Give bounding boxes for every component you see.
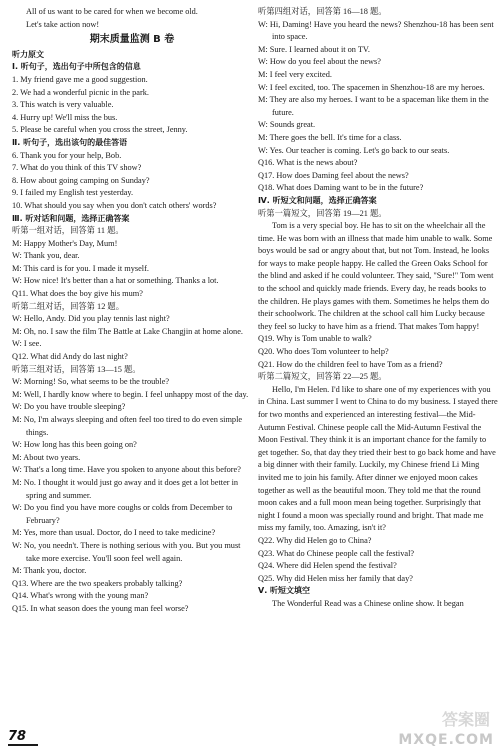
- text-line: Tom is a very special boy. He has to sit on the wheelchair all the time. He was born with an illness that made him unable to walk. Some boys would be sad or angry about that, but not Tom. Instead, he looks for ways to make people happy. He called the Green Oaks School for the blind and asked if he could volunteer. They said, "Sure!" Tom went to the school and quickly made friends. Every day, he reads books to the children. He plays games with them. Sometimes he helps them do their schoolwork. The children at the school call him Lucky because they feel so lucky to have him as a friend. That makes Tom happy!: [258, 221, 494, 331]
- text-line: W: How long has this been going on?: [12, 440, 137, 450]
- text-line: 10. What should you say when you don't catch others' words?: [12, 200, 217, 210]
- text-line: W: That's a long time. Have you spoken to anyone about this before?: [12, 465, 241, 475]
- text-line: W: How nice! It's better than a hat or something. Thanks a lot.: [12, 276, 219, 286]
- section-heading: Ⅳ. 听短文和问题，选择正确答案: [258, 195, 377, 205]
- text-line: 听第四组对话，回答第 16—18 题。: [258, 7, 387, 16]
- text-line: 6. Thank you for your help, Bob.: [12, 150, 122, 160]
- page-number-underline: [8, 744, 38, 746]
- text-line: M: I feel very excited.: [258, 69, 332, 79]
- text-line: W: Sounds great.: [258, 120, 316, 130]
- text-line: 8. How about going camping on Sunday?: [12, 175, 150, 185]
- text-line: 4. Hurry up! We'll miss the bus.: [12, 112, 118, 122]
- text-line: 2. We had a wonderful picnic in the park.: [12, 87, 149, 97]
- text-line: Q14. What's wrong with the young man?: [12, 591, 149, 601]
- watermark-logo: 答案圈: [441, 710, 490, 729]
- text-line: Q21. How do the children feel to have Tom as a friend?: [258, 359, 443, 369]
- text-line: 听第一组对话，回答第 11 题。: [12, 226, 124, 236]
- section-heading: Ⅴ. 听短文填空: [258, 586, 311, 596]
- text-line: W: How do you feel about the news?: [258, 57, 381, 67]
- text-line: 听第二篇短文，回答第 22—25 题。: [258, 372, 387, 382]
- text-line: 听第三组对话，回答第 13—15 题。: [12, 364, 141, 374]
- text-line: Q20. Who does Tom volunteer to help?: [258, 347, 389, 357]
- text-line: M: Oh, no. I saw the film The Battle at Lake Changjin at home alone.: [12, 326, 243, 336]
- section-heading: Ⅰ. 听句子，选出句子中所包含的信息: [12, 62, 141, 72]
- text-line: Q13. Where are the two speakers probably talking?: [12, 578, 183, 588]
- section-title: 期末质量监测 B 卷: [89, 34, 175, 46]
- text-line: M: No. I thought it would just go away and it does get a lot better in spring and summer.: [12, 477, 239, 500]
- text-line: M: Thank you, doctor.: [12, 566, 87, 576]
- text-line: W: Do you have trouble sleeping?: [12, 402, 126, 412]
- text-line: Q16. What is the news about?: [258, 158, 358, 168]
- text-line: Q19. Why is Tom unable to walk?: [258, 334, 372, 344]
- text-line: M: There goes the bell. It's time for a class.: [258, 132, 402, 142]
- text-line: M: No, I'm always sleeping and often feel too tired to do even simple things.: [12, 415, 243, 437]
- text-line: 9. I failed my English test yesterday.: [12, 188, 134, 198]
- section-heading: Ⅱ. 听句子，选出该句的最佳答语: [12, 137, 128, 147]
- text-line: The Wonderful Read was a Chinese online show. It began: [272, 598, 464, 608]
- text-line: Let's take action now!: [26, 19, 100, 29]
- text-line: Q12. What did Andy do last night?: [12, 352, 128, 362]
- text-line: 7. What do you think of this TV show?: [12, 163, 142, 173]
- section-heading: 听力原文: [12, 49, 44, 59]
- text-line: M: This card is for you. I made it myself.: [12, 263, 149, 273]
- text-line: M: They are also my heroes. I want to be a spaceman like them in the future.: [258, 95, 489, 117]
- text-line: W: I feel excited, too. The spacemen in Shenzhou-18 are my heroes.: [258, 82, 485, 92]
- text-line: M: Well, I hardly know where to begin. I feel unhappy most of the day.: [12, 389, 249, 399]
- text-line: Q15. In what season does the young man feel worse?: [12, 603, 189, 613]
- text-line: Q17. How does Daming feel about the news?: [258, 170, 409, 180]
- watermark-url: MXQE.COM: [398, 732, 494, 748]
- left-column: [12, 6, 252, 616]
- text-line: Q18. What does Daming want to be in the future?: [258, 183, 424, 193]
- section-heading: Ⅲ. 听对话和问题，选择正确答案: [12, 213, 130, 223]
- text-line: M: About two years.: [12, 452, 81, 462]
- text-line: M: Yes, more than usual. Doctor, do I need to take medicine?: [12, 528, 216, 538]
- text-line: 听第一篇短文，回答第 19—21 题。: [258, 208, 387, 218]
- text-line: All of us want to be cared for when we become old.: [26, 7, 198, 16]
- page-number: 78: [8, 729, 27, 744]
- text-line: 5. Please be careful when you cross the street, Jenny.: [12, 125, 188, 135]
- text-line: W: Thank you, dear.: [12, 251, 80, 261]
- text-line: W: Hello, Andy. Did you play tennis last night?: [12, 314, 170, 324]
- text-line: W: Yes. Our teacher is coming. Let's go back to our seats.: [258, 145, 450, 155]
- text-line: W: I see.: [12, 339, 42, 349]
- text-line: 3. This watch is very valuable.: [12, 100, 114, 110]
- text-line: 1. My friend gave me a good suggestion.: [12, 74, 148, 84]
- text-line: Q25. Why did Helen miss her family that day?: [258, 573, 413, 583]
- text-line: Q24. Where did Helen spend the festival?: [258, 561, 397, 571]
- right-column: [258, 6, 498, 611]
- text-line: W: Hi, Daming! Have you heard the news? Shenzhou-18 has been sent into space.: [258, 19, 494, 42]
- text-line: M: Happy Mother's Day, Mum!: [12, 238, 118, 248]
- text-line: W: No, you needn't. There is nothing serious with you. But you must take more exercise. You'll soon feel well again.: [12, 540, 241, 563]
- text-line: M: Sure. I learned about it on TV.: [258, 44, 370, 54]
- text-line: W: Morning! So, what seems to be the trouble?: [12, 377, 170, 387]
- text-line: 听第二组对话，回答第 12 题。: [12, 301, 125, 311]
- text-line: Q11. What does the boy give his mum?: [12, 289, 143, 299]
- text-line: W: Do you find you have more coughs or colds from December to February?: [12, 503, 233, 525]
- text-line: Q23. What do Chinese people call the festival?: [258, 548, 415, 558]
- text-line: Q22. Why did Helen go to China?: [258, 535, 372, 545]
- text-line: Hello, I'm Helen. I'd like to share one of my experiences with you in China. Last summer I went to China to do my business. I stayed there for two months and experienced an interesting festival—the Mid-Autumn Festival. Chinese people call the Mid-Autumn Festival the Moon Festival. They think it is an important chance for the family to get together. So, that day they tried their best to go back home and have a big dinner with their family. Luckily, my Chinese friend Li Ming invited me to join his family. After dinner we enjoyed moon cakes together as well as the beautiful moon. They told me that the round moon cakes and a full moon mean being together. Surprisingly that night I found a moon was specially round and bright. That made me miss my family, too. Amazing, isn't it?: [258, 384, 498, 533]
